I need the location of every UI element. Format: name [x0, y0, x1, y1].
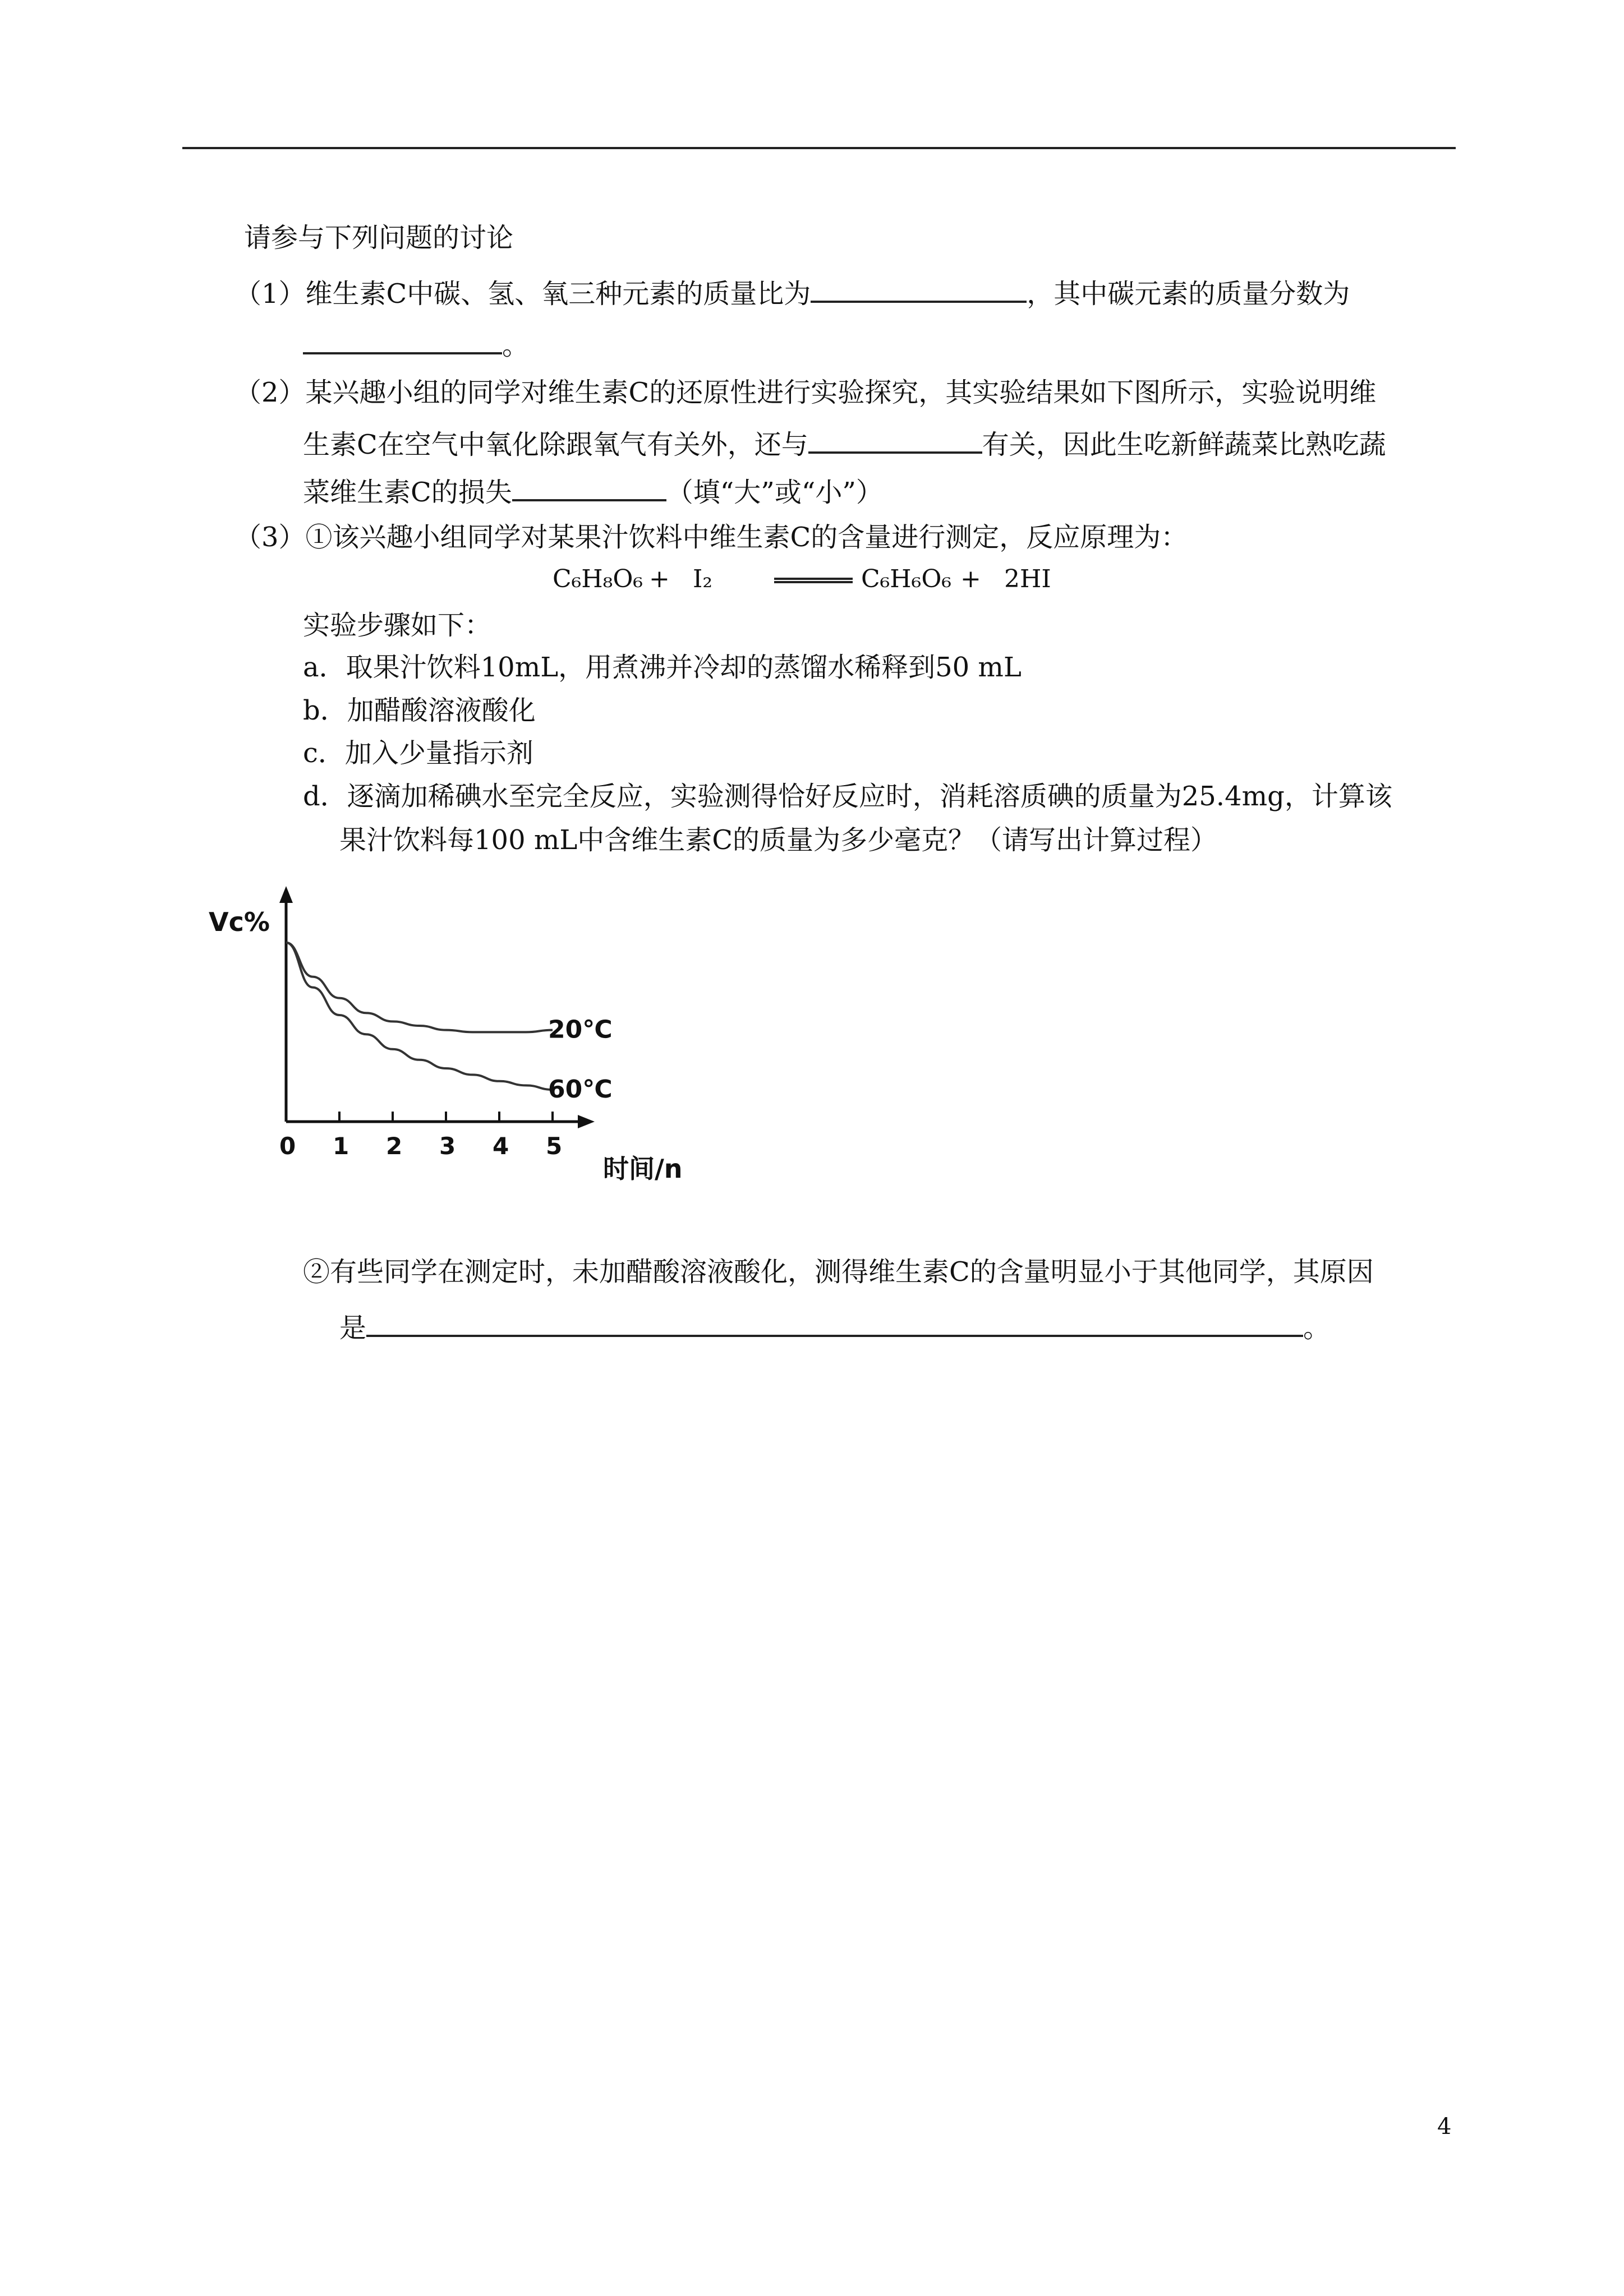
product-dehydro-vitamin-c: C₆H₆O₆ — [861, 565, 952, 593]
question-1-end: 。 — [502, 330, 530, 361]
equals-double-line — [774, 578, 853, 583]
x-tick-label: 5 — [546, 1132, 563, 1160]
step-d-line-2: 果汁饮料每100 mL中含维生素C的质量为多少毫克？（请写出计算过程） — [339, 824, 1217, 856]
answer-blank-loss[interactable] — [512, 471, 666, 501]
question-3-line-1: （3）①该兴趣小组同学对某果汁饮料中维生素C的含量进行测定，反应原理为： — [234, 522, 1188, 553]
y-axis-arrow — [279, 886, 293, 903]
x-tick-label: 1 — [333, 1132, 349, 1160]
steps-title: 实验步骤如下： — [303, 610, 492, 641]
plus-sign: + — [649, 565, 670, 593]
question-1-line-1 — [234, 273, 1350, 311]
question-3-part-2-end: 。 — [1303, 1312, 1331, 1344]
step-a: a．取果汁饮料10mL，用煮沸并冷却的蒸馏水稀释到50 mL — [303, 652, 1022, 683]
reactant-iodine: I₂ — [693, 565, 713, 593]
series-labels — [548, 1016, 613, 1104]
question-1-line-2 — [303, 324, 529, 362]
header-rule — [182, 147, 1456, 149]
x-tick-label: 2 — [386, 1132, 403, 1160]
question-2-text-a: 生素C在空气中氧化除跟氧气有关外，还与 — [303, 429, 808, 460]
step-d-line-1: d．逐滴加稀碘水至完全反应，实验测得恰好反应时，消耗溶质碘的质量为25.4mg，计算该 — [303, 781, 1392, 812]
series-line-1 — [286, 943, 553, 1090]
vc-chart — [202, 880, 707, 1195]
product-hi: 2HI — [1004, 565, 1051, 593]
question-3-part-2-line-1: ②有些同学在测定时，未加醋酸溶液酸化，测得维生素C的含量明显小于其他同学，其原因 — [303, 1256, 1374, 1288]
series-lines — [286, 943, 553, 1090]
question-2-text-d: （填“大”或“小”） — [666, 477, 883, 508]
series-label-0: 20℃ — [548, 1015, 613, 1044]
x-tick-label: 4 — [493, 1132, 509, 1160]
question-2-line-3 — [303, 471, 883, 509]
plus-sign: + — [960, 565, 981, 593]
series-label-1: 60℃ — [548, 1075, 613, 1104]
x-tick-label: 3 — [439, 1132, 456, 1160]
answer-blank-carbon-fraction[interactable] — [303, 324, 502, 354]
answer-blank-reason[interactable] — [366, 1307, 1303, 1337]
x-axis-label: 时间/n — [603, 1154, 683, 1184]
step-c: c．加入少量指示剂 — [303, 737, 533, 769]
step-b: b．加醋酸溶液酸化 — [303, 695, 536, 726]
question-1-text-b: ，其中碳元素的质量分数为 — [1027, 278, 1350, 310]
question-3-part-2-line-2 — [339, 1307, 1330, 1345]
x-ticks — [279, 1112, 562, 1160]
question-2-line-1: （2）某兴趣小组的同学对维生素C的还原性进行实验探究，其实验结果如下图所示，实验说明维 — [234, 377, 1377, 408]
chart-axes — [279, 886, 595, 1128]
reactant-vitamin-c: C₆H₈O₆ — [553, 565, 643, 593]
answer-blank-mass-ratio[interactable] — [811, 273, 1027, 303]
series-line-0 — [286, 943, 553, 1032]
question-2-text-c: 菜维生素C的损失 — [303, 477, 512, 508]
question-2-line-2 — [303, 423, 1386, 462]
answer-blank-factor[interactable] — [808, 423, 982, 454]
question-1-text-a: （1）维生素C中碳、氢、氧三种元素的质量比为 — [234, 278, 811, 310]
question-3-part-2-text: 是 — [339, 1312, 367, 1344]
y-axis-label: Vc% — [209, 907, 270, 937]
x-axis-arrow — [578, 1115, 595, 1128]
page-number: 4 — [1437, 2114, 1452, 2140]
question-2-text-b: 有关，因此生吃新鲜蔬菜比熟吃蔬 — [982, 429, 1386, 460]
x-tick-label: 0 — [279, 1132, 296, 1160]
intro-text: 请参与下列问题的讨论 — [244, 222, 514, 253]
